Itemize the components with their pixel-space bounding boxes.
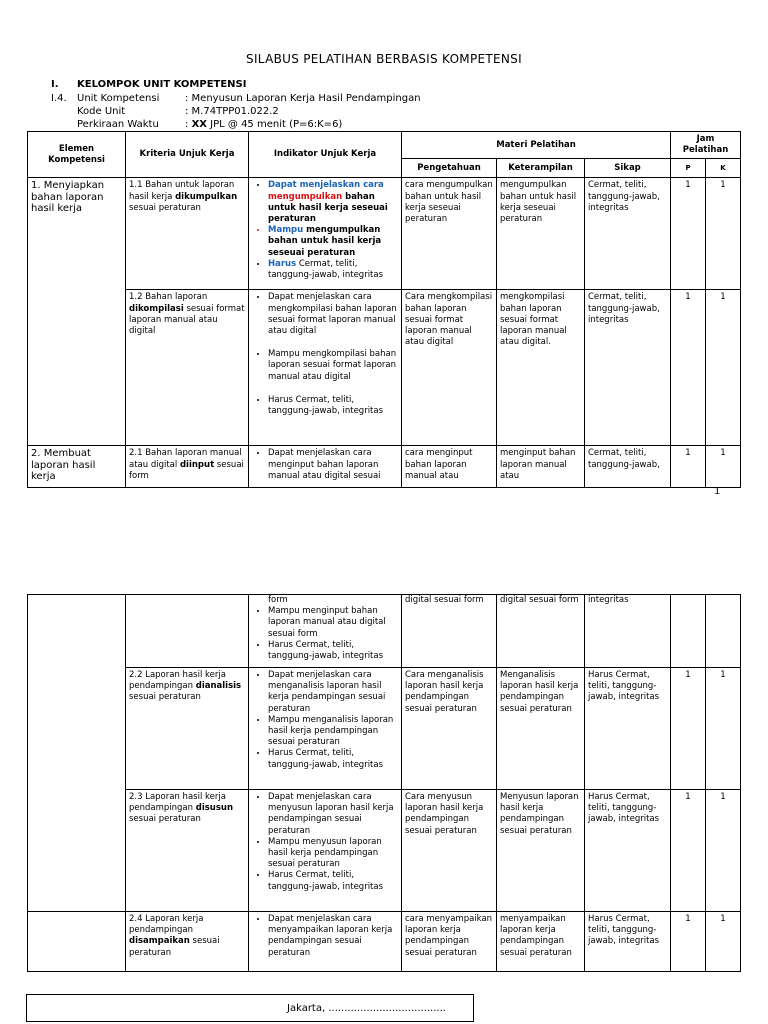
section-title: KELOMPOK UNIT KOMPETENSI [77, 79, 247, 90]
col-p: P [671, 159, 706, 178]
table-row [28, 446, 741, 488]
indikator-cell [249, 290, 402, 446]
indikator-item: • Dapat menjelaskan cara menyampaikan laporan kerja pendampingan sesuai peraturan [268, 914, 398, 959]
kuk-cell: 2.3 Laporan hasil kerja pendampingan disusun sesuai peraturan [126, 790, 249, 912]
kuk-cell: 2.1 Bahan laporan manual atau digital diinput sesuai form [126, 446, 249, 488]
keterampilan-cell: mengumpulkan bahan untuk hasil kerja seseuai peraturan [497, 178, 585, 290]
time-label: Perkiraan Waktu [77, 119, 159, 130]
table-row [28, 595, 741, 668]
indikator-item: • Harus Cermat, teliti, tanggung-jawab, integritas [268, 870, 398, 892]
pengetahuan-cell: Cara menganalisis laporan hasil kerja pendampingan sesuai peraturan [402, 668, 497, 790]
code-label: Kode Unit [77, 106, 126, 117]
jam-k-cell: 1 [706, 178, 741, 290]
sikap-cell: Harus Cermat, teliti, tanggung-jawab, integritas [585, 912, 671, 972]
col-indikator: Indikator Unjuk Kerja [249, 132, 402, 178]
indikator-item: • Dapat menjelaskan cara mengumpulkan bahan untuk hasil kerja seseuai peraturan [268, 180, 398, 225]
sikap-cell: Cermat, teliti, tanggung-jawab, integritas [585, 290, 671, 446]
time-row: Perkiraan Waktu : XX JPL @ 45 menit (P=6:K=6) [77, 119, 343, 130]
pengetahuan-cell: Cara mengkompilasi bahan laporan sesuai format laporan manual atau digital [402, 290, 497, 446]
pengetahuan-cell: cara menyampaikan laporan kerja pendampingan sesuai peraturan [402, 912, 497, 972]
indikator-item: • Mampu menginput bahan laporan manual atau digital sesuai form [268, 606, 398, 640]
elemen-cell [28, 595, 126, 912]
elemen-cell: 2. Membuat laporan hasil kerja [28, 446, 126, 488]
kuk-cell: 2.4 Laporan kerja pendampingan disampaikan sesuai peraturan [126, 912, 249, 972]
elemen-cell [28, 912, 126, 972]
keterampilan-cell: menginput bahan laporan manual atau [497, 446, 585, 488]
pengetahuan-cell: cara mengumpulkan bahan untuk hasil kerja seseuai peraturan [402, 178, 497, 290]
pengetahuan-cell: cara menginput bahan laporan manual atau [402, 446, 497, 488]
time-value: JPL @ 45 menit (P=6:K=6) [206, 119, 343, 130]
unit-value: : Menyusun Laporan Kerja Hasil Pendampingan [185, 93, 421, 104]
section-number: I. [51, 79, 59, 90]
indikator-item: • Dapat menjelaskan cara mengkompilasi bahan laporan sesuai format laporan manual atau digital [268, 292, 398, 337]
table-row [28, 790, 741, 912]
kuk-cell [126, 595, 249, 668]
keterampilan-cell: mengkompilasi bahan laporan sesuai format laporan manual atau digital. [497, 290, 585, 446]
jam-k-cell: 1 [706, 912, 741, 972]
sikap-cell: Harus Cermat, teliti, tanggung-jawab, integritas [585, 668, 671, 790]
indikator-item: • Mampu menganalisis laporan hasil kerja pendampingan sesuai peraturan [268, 715, 398, 749]
table-row [28, 912, 741, 972]
col-elemen: Elemen Kompetensi [28, 132, 126, 178]
indikator-cell [249, 668, 402, 790]
indikator-cell [249, 178, 402, 290]
indikator-cell [249, 912, 402, 972]
code-value: : M.74TPP01.022.2 [185, 106, 279, 117]
sikap-cell: Cermat, teliti, tanggung-jawab, integritas [585, 178, 671, 290]
col-kuk: Kriteria Unjuk Kerja [126, 132, 249, 178]
unit-row [51, 93, 421, 105]
jam-k-cell: 1 [706, 446, 741, 488]
indikator-item: • Harus Cermat, teliti, tanggung-jawab, integritas [268, 640, 398, 662]
keterampilan-cell: Menyusun laporan hasil kerja pendampingan sesuai peraturan [497, 790, 585, 912]
elemen-cell: 1. Menyiapkan bahan laporan hasil kerja [28, 178, 126, 446]
col-jam: Jam Pelatihan [671, 132, 741, 159]
col-materi: Materi Pelatihan [402, 132, 671, 159]
col-pengetahuan: Pengetahuan [402, 159, 497, 178]
indikator-item: • Harus Cermat, teliti, tanggung-jawab, integritas [268, 395, 398, 417]
unit-label: Unit Kompetensi [77, 93, 160, 104]
document-title: SILABUS PELATIHAN BERBASIS KOMPETENSI [246, 52, 522, 66]
syllabus-table-page-1 [27, 131, 741, 488]
subsection-number: I.4. [51, 93, 67, 104]
pengetahuan-cell: digital sesuai form [402, 595, 497, 668]
col-sikap: Sikap [585, 159, 671, 178]
syllabus-table-page-2 [27, 594, 741, 972]
indikator-cell [249, 595, 402, 668]
section-heading [51, 79, 246, 91]
pengetahuan-cell: Cara menyusun laporan hasil kerja pendampingan sesuai peraturan [402, 790, 497, 912]
jam-p-cell: 1 [671, 668, 706, 790]
kuk-cell: 2.2 Laporan hasil kerja pendampingan dianalisis sesuai peraturan [126, 668, 249, 790]
jam-k-cell: 1 [706, 668, 741, 790]
table-row [28, 668, 741, 790]
code-row [51, 106, 279, 118]
jam-p-cell: 1 [671, 912, 706, 972]
keterampilan-cell: menyampaikan laporan kerja pendampingan sesuai peraturan [497, 912, 585, 972]
indikator-item: • Mampu mengumpulkan bahan untuk hasil kerja seseuai peraturan [268, 225, 398, 259]
indikator-item: • Mampu menyusun laporan hasil kerja pendampingan sesuai peraturan [268, 837, 398, 871]
kuk-cell: 1.1 Bahan untuk laporan hasil kerja dikumpulkan sesuai peraturan [126, 178, 249, 290]
time-placeholder: XX [191, 119, 207, 130]
jam-p-cell: 1 [671, 178, 706, 290]
indikator-cell [249, 790, 402, 912]
jam-k-cell: 1 [706, 790, 741, 912]
jam-p-cell: 1 [671, 290, 706, 446]
indikator-item: • Mampu mengkompilasi bahan laporan sesuai format laporan manual atau digital [268, 349, 398, 383]
sikap-cell: Cermat, teliti, tanggung-jawab, [585, 446, 671, 488]
table-row [28, 290, 741, 446]
indikator-item: • Dapat menjelaskan cara menganalisis laporan hasil kerja pendampingan sesuai peraturan [268, 670, 398, 715]
indikator-item: • Harus Cermat, teliti, tanggung-jawab, integritas [268, 259, 398, 281]
sikap-cell: Harus Cermat, teliti, tanggung-jawab, integritas [585, 790, 671, 912]
indikator-continuation: form [268, 595, 288, 605]
table-row [28, 178, 741, 290]
place-date: Jakarta, ..................................... [287, 1003, 446, 1014]
jam-p-cell: 1 [671, 446, 706, 488]
col-k: K [706, 159, 741, 178]
keterampilan-cell: Menganalisis laporan hasil kerja pendampingan sesuai peraturan [497, 668, 585, 790]
jam-k-cell: 1 [706, 290, 741, 446]
sikap-cell: integritas [585, 595, 671, 668]
jam-p-cell: 1 [671, 790, 706, 912]
indikator-item: • Dapat menjelaskan cara menginput bahan laporan manual atau digital sesuai [268, 448, 398, 482]
keterampilan-cell: digital sesuai form [497, 595, 585, 668]
kuk-cell: 1.2 Bahan laporan dikompilasi sesuai format laporan manual atau digital [126, 290, 249, 446]
indikator-item: • Harus Cermat, teliti, tanggung-jawab, integritas [268, 748, 398, 770]
indikator-item: • Dapat menjelaskan cara menyusun laporan hasil kerja pendampingan sesuai peraturan [268, 792, 398, 837]
indikator-cell [249, 446, 402, 488]
col-keterampilan: Keterampilan [497, 159, 585, 178]
signature-box [26, 994, 474, 1022]
page-number: 1 [714, 486, 721, 497]
